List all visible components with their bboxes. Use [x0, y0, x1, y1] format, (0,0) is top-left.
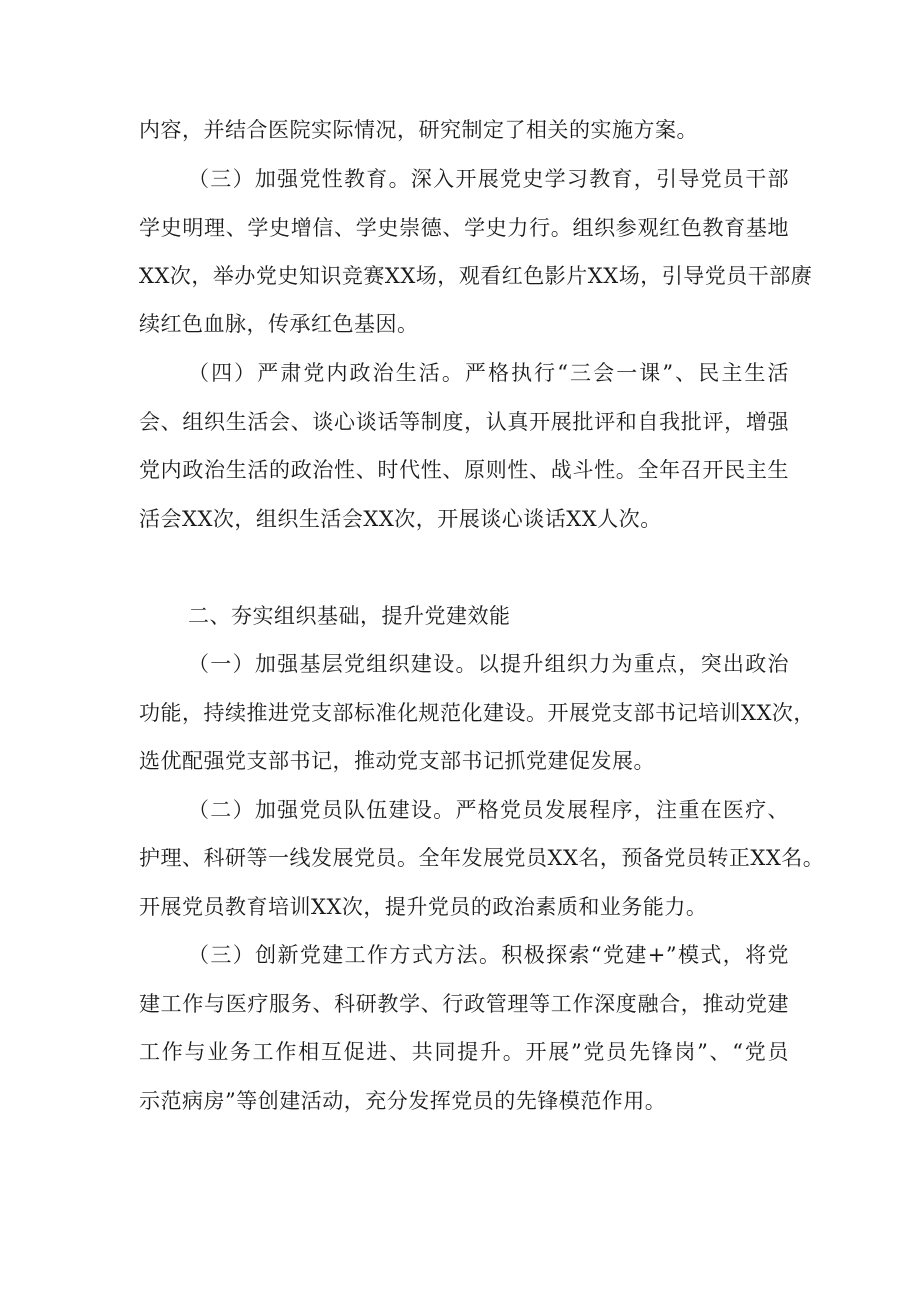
paragraph-5-line-2: 建工作与医疗服务、科研教学、行政管理等工作深度融合，推动党建: [139, 992, 789, 1016]
paragraph-1-line-4: 续红色血脉，传承红色基因。: [139, 312, 419, 336]
paragraph-4-line-2: 护理、科研等一线发展党员。全年发展党员XX名，预备党员转正XX名。: [139, 846, 825, 870]
paragraph-3-line-2: 功能，持续推进党支部标准化规范化建设。开展党支部书记培训XX次，: [139, 701, 815, 725]
paragraph-0-line-1: 内容，并结合医院实际情况，研究制定了相关的实施方案。: [139, 118, 698, 142]
paragraph-2-line-2: 会、组织生活会、谈心谈话等制度，认真开展批评和自我批评，增强: [139, 410, 789, 434]
paragraph-1-line-1: （三）加强党性教育。深入开展党史学习教育，引导党员干部: [188, 167, 789, 191]
paragraph-5-line-4: 示范病房”等创建活动，充分发挥党员的先锋模范作用。: [139, 1089, 667, 1113]
paragraph-1-line-2: 学史明理、学史增信、学史崇德、学史力行。组织参观红色教育基地: [139, 216, 789, 240]
paragraph-2-line-1: （四）严肃党内政治生活。严格执行“三会一课”、民主生活: [188, 361, 789, 385]
paragraph-2-line-4: 活会XX次，组织生活会XX次，开展谈心谈话XX人次。: [139, 507, 662, 531]
paragraph-5-line-3: 工作与业务工作相互促进、共同提升。开展”党员先锋岗”、“党员: [139, 1040, 789, 1064]
paragraph-5-line-1: （三）创新党建工作方式方法。积极探索“党建+”模式，将党: [188, 943, 789, 967]
section-heading: 二、夯实组织基础，提升党建效能: [188, 604, 511, 628]
paragraph-2-line-3: 党内政治生活的政治性、时代性、原则性、战斗性。全年召开民主生: [139, 458, 789, 482]
paragraph-1-line-3: XX次，举办党史知识竞赛XX场，观看红色影片XX场，引导党员干部赓: [139, 264, 813, 288]
paragraph-3-line-1: （一）加强基层党组织建设。以提升组织力为重点，突出政治: [188, 652, 789, 676]
paragraph-4-line-1: （二）加强党员队伍建设。严格党员发展程序，注重在医疗、: [188, 798, 789, 822]
paragraph-3-line-3: 选优配强党支部书记，推动党支部书记抓党建促发展。: [139, 749, 655, 773]
paragraph-4-line-3: 开展党员教育培训XX次，提升党员的政治素质和业务能力。: [139, 895, 708, 919]
